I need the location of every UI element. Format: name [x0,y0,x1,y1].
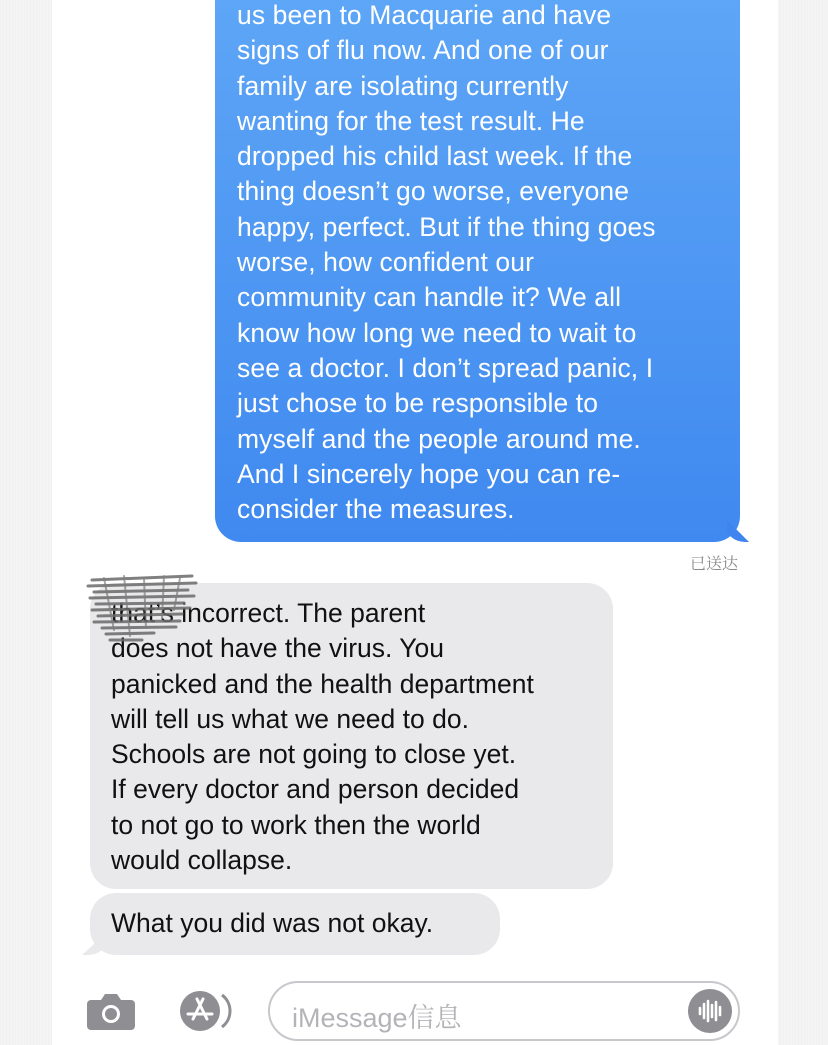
outgoing-message-text: us been to Macquarie and have signs of flu now. And one of our family are isolating currently wanting for the test result. He dropped his child last week. If the thing doesn’t go worse, everyone happy, perfect. But if the thing goes worse, how confident our community can handle it? We all know how long we need to wait to see a doctor. I don’t spread panic, I just chose to be responsible to myself and the people around me. And I sincerely hope you can re- consider the measures. [237,0,656,525]
audio-waveform-icon[interactable] [688,989,732,1033]
message-input[interactable] [268,981,740,1041]
redaction-scribble [84,570,202,652]
incoming-message-bubble[interactable] [90,893,500,955]
message-input-placeholder: iMessage信息 [292,1003,462,1033]
camera-icon[interactable] [85,990,137,1032]
delivered-status: 已送达 [689,556,738,573]
incoming-message-text: that’s incorrect. The parent does not have the virus. You panicked and the health department will tell us what we need to do. Schools are not going to close yet. If every doctor and person decided to not go to work then the world would collapse. [111,598,534,876]
incoming-message-text: What you did was not okay. [111,908,434,938]
app-store-icon[interactable] [176,989,238,1033]
outgoing-message-bubble[interactable] [215,0,740,542]
